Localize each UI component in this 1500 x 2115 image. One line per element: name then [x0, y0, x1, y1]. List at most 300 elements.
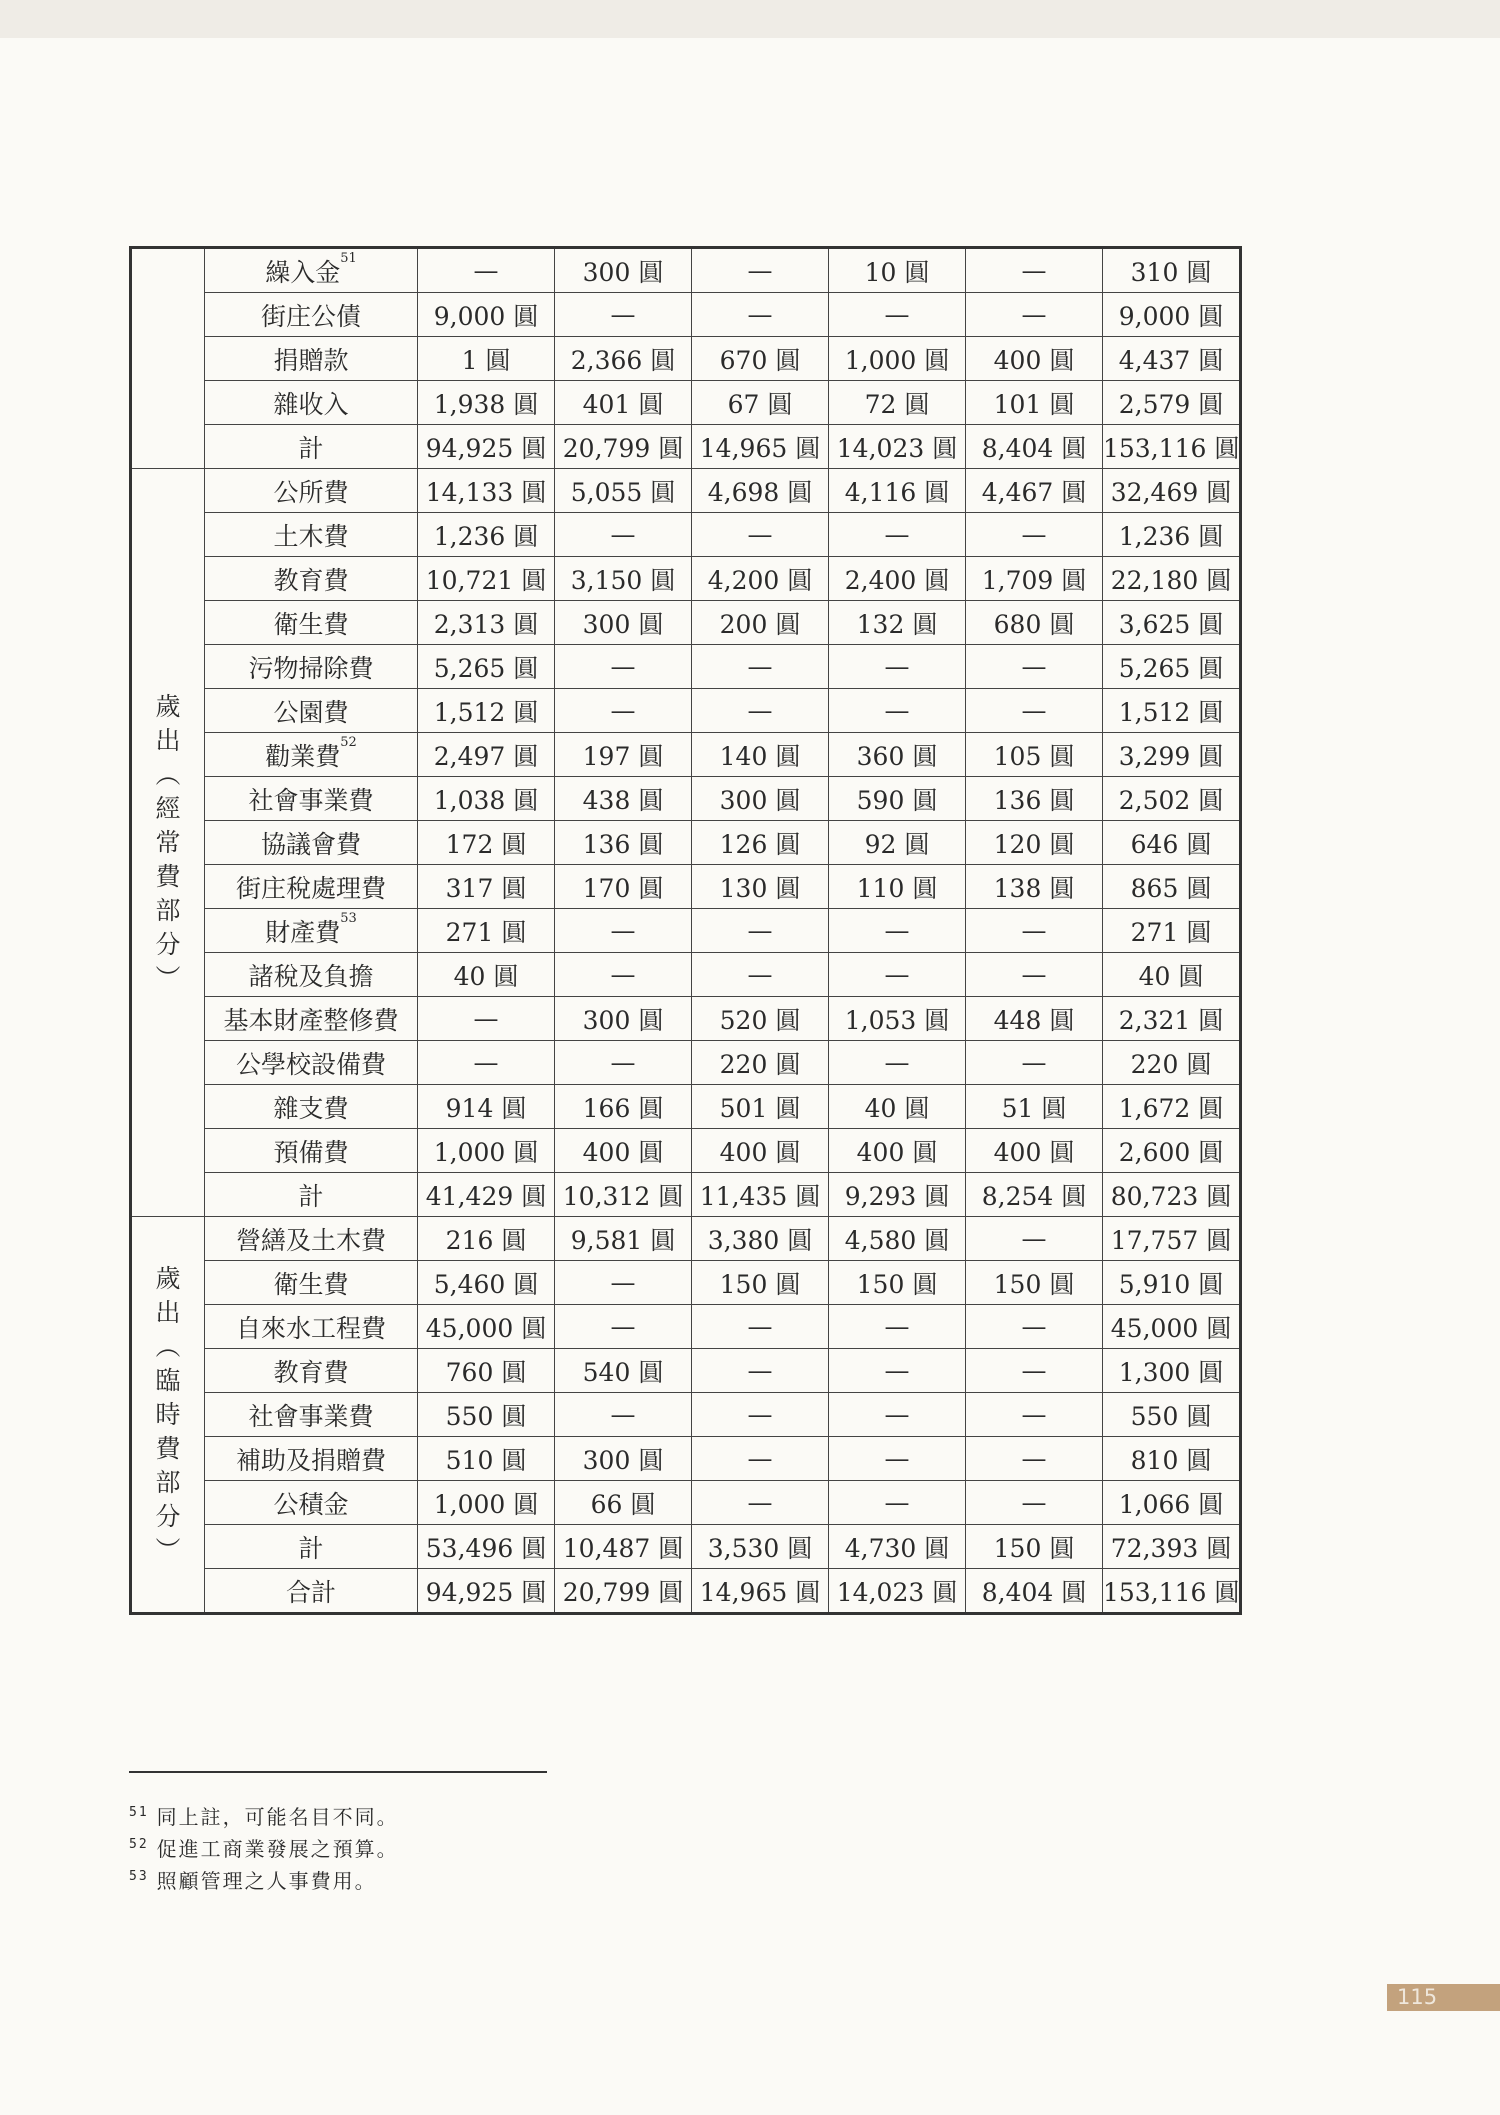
table-row [131, 557, 1241, 601]
value-cell: — [966, 1305, 1103, 1349]
value-cell: 914 圓 [418, 1085, 555, 1129]
value-cell: 3,380 圓 [692, 1217, 829, 1261]
row-label [205, 997, 418, 1041]
value-cell: 136 圓 [966, 777, 1103, 821]
value-cell: 5,265 圓 [418, 645, 555, 689]
value-cell: 150 圓 [966, 1525, 1103, 1569]
table-row [131, 909, 1241, 953]
value-cell: 3,625 圓 [1103, 601, 1241, 645]
value-cell: 10,487 圓 [555, 1525, 692, 1569]
table-row [131, 337, 1241, 381]
group-label-revenue [131, 248, 205, 469]
row-label [205, 909, 418, 953]
group-label-char: ︶ [155, 1535, 181, 1565]
budget-table-container [129, 246, 1239, 1615]
row-label [205, 381, 418, 425]
value-cell: 11,435 圓 [692, 1173, 829, 1217]
value-cell: 9,000 圓 [1103, 293, 1241, 337]
row-label [205, 469, 418, 513]
row-label [205, 645, 418, 689]
value-cell: 4,437 圓 [1103, 337, 1241, 381]
value-cell: — [555, 689, 692, 733]
table-row [131, 469, 1241, 513]
value-cell: 45,000 圓 [418, 1305, 555, 1349]
value-cell: 400 圓 [555, 1129, 692, 1173]
value-cell: 14,023 圓 [829, 425, 966, 469]
value-cell: 590 圓 [829, 777, 966, 821]
row-label: 合計 [205, 1569, 418, 1614]
value-cell: 670 圓 [692, 337, 829, 381]
row-label-text: 公園費 [273, 697, 349, 727]
footnote-item [129, 1865, 399, 1897]
row-label [205, 1085, 418, 1129]
value-cell: 92 圓 [829, 821, 966, 865]
table-row [131, 381, 1241, 425]
value-cell: 140 圓 [692, 733, 829, 777]
value-cell: — [555, 1305, 692, 1349]
row-label [205, 1437, 418, 1481]
value-cell: 120 圓 [966, 821, 1103, 865]
footnote-item [129, 1801, 399, 1833]
value-cell: 2,400 圓 [829, 557, 966, 601]
value-cell: 172 圓 [418, 821, 555, 865]
table-row [131, 777, 1241, 821]
group-label-char: 部 [155, 895, 181, 925]
footnote-number: 51 [129, 1805, 149, 1820]
value-cell: — [966, 645, 1103, 689]
group-label-char: 出 [155, 725, 181, 755]
value-cell: 200 圓 [692, 601, 829, 645]
value-cell: 80,723 圓 [1103, 1173, 1241, 1217]
footnote-divider [129, 1771, 547, 1773]
value-cell: — [829, 909, 966, 953]
row-label [205, 777, 418, 821]
value-cell: 94,925 圓 [418, 425, 555, 469]
value-cell: — [966, 1393, 1103, 1437]
group-label-char: 時 [155, 1399, 181, 1429]
table-row [131, 1525, 1241, 1569]
value-cell: 401 圓 [555, 381, 692, 425]
value-cell: — [966, 513, 1103, 557]
value-cell: — [692, 645, 829, 689]
value-cell: 2,321 圓 [1103, 997, 1241, 1041]
value-cell: 150 圓 [966, 1261, 1103, 1305]
value-cell: 448 圓 [966, 997, 1103, 1041]
row-label-text: 雜收入 [273, 389, 349, 419]
value-cell: — [966, 1217, 1103, 1261]
value-cell: 40 圓 [1103, 953, 1241, 997]
table-row [131, 1261, 1241, 1305]
value-cell: 271 圓 [1103, 909, 1241, 953]
value-cell: 220 圓 [1103, 1041, 1241, 1085]
row-label-text: 計 [298, 433, 324, 463]
value-cell: 9,293 圓 [829, 1173, 966, 1217]
row-label [205, 1041, 418, 1085]
value-cell: 14,965 圓 [692, 1569, 829, 1614]
row-label [205, 1349, 418, 1393]
value-cell: 1,038 圓 [418, 777, 555, 821]
table-row [131, 733, 1241, 777]
row-label [205, 821, 418, 865]
value-cell: 53,496 圓 [418, 1525, 555, 1569]
value-cell: 170 圓 [555, 865, 692, 909]
value-cell: — [692, 1481, 829, 1525]
value-cell: — [555, 1261, 692, 1305]
footnote-ref: 52 [340, 734, 357, 750]
row-label [205, 1481, 418, 1525]
value-cell: 1 圓 [418, 337, 555, 381]
value-cell: 1,709 圓 [966, 557, 1103, 601]
value-cell: 10,312 圓 [555, 1173, 692, 1217]
table-row [131, 601, 1241, 645]
group-label-char: 臨 [155, 1365, 181, 1395]
table-row [131, 1173, 1241, 1217]
value-cell: — [692, 953, 829, 997]
group-label-char: 部 [155, 1467, 181, 1497]
row-label-text: 教育費 [273, 1357, 349, 1387]
row-label-text: 衛生費 [273, 609, 349, 639]
value-cell: — [692, 513, 829, 557]
grand-total-row [131, 1569, 1241, 1614]
group-label-char: 分 [155, 1501, 181, 1531]
value-cell: 1,000 圓 [829, 337, 966, 381]
group-label-char: 歲 [155, 1263, 181, 1293]
row-label-text: 補助及捐贈費 [235, 1445, 386, 1475]
value-cell: 271 圓 [418, 909, 555, 953]
value-cell: 300 圓 [555, 601, 692, 645]
value-cell: 20,799 圓 [555, 1569, 692, 1614]
row-label [205, 953, 418, 997]
row-label [205, 1261, 418, 1305]
value-cell: 2,313 圓 [418, 601, 555, 645]
value-cell: 2,579 圓 [1103, 381, 1241, 425]
value-cell: — [555, 293, 692, 337]
value-cell: 360 圓 [829, 733, 966, 777]
value-cell: 1,512 圓 [418, 689, 555, 733]
value-cell: 14,023 圓 [829, 1569, 966, 1614]
group-label-temporary [131, 1217, 205, 1614]
row-label-text: 社會事業費 [248, 1401, 374, 1431]
value-cell: 110 圓 [829, 865, 966, 909]
value-cell: 166 圓 [555, 1085, 692, 1129]
value-cell: 153,116 圓 [1103, 425, 1241, 469]
row-label [205, 1525, 418, 1569]
value-cell: — [966, 248, 1103, 293]
value-cell: 40 圓 [829, 1085, 966, 1129]
value-cell: 400 圓 [692, 1129, 829, 1173]
value-cell: — [966, 953, 1103, 997]
row-label-text: 預備費 [273, 1137, 349, 1167]
value-cell: 400 圓 [966, 1129, 1103, 1173]
value-cell: 130 圓 [692, 865, 829, 909]
row-label-text: 教育費 [273, 565, 349, 595]
value-cell: — [418, 248, 555, 293]
value-cell: — [555, 953, 692, 997]
value-cell: 136 圓 [555, 821, 692, 865]
group-label-char: 費 [155, 861, 181, 891]
value-cell: 4,467 圓 [966, 469, 1103, 513]
row-label-text: 自來水工程費 [235, 1313, 386, 1343]
value-cell: 438 圓 [555, 777, 692, 821]
value-cell: 105 圓 [966, 733, 1103, 777]
row-label-text: 街庄公債 [260, 301, 361, 331]
group-label-char: 分 [155, 929, 181, 959]
value-cell: 94,925 圓 [418, 1569, 555, 1614]
value-cell: 14,133 圓 [418, 469, 555, 513]
value-cell: 72,393 圓 [1103, 1525, 1241, 1569]
value-cell: — [555, 645, 692, 689]
value-cell: — [692, 1305, 829, 1349]
row-label-text: 公積金 [273, 1489, 349, 1519]
table-row [131, 1393, 1241, 1437]
value-cell: 1,053 圓 [829, 997, 966, 1041]
table-row [131, 953, 1241, 997]
value-cell: 550 圓 [418, 1393, 555, 1437]
row-label [205, 337, 418, 381]
value-cell: 1,066 圓 [1103, 1481, 1241, 1525]
value-cell: 45,000 圓 [1103, 1305, 1241, 1349]
row-label [205, 1305, 418, 1349]
footnote-ref: 53 [340, 910, 357, 926]
row-label [205, 601, 418, 645]
value-cell: — [966, 909, 1103, 953]
value-cell: — [829, 689, 966, 733]
table-row [131, 997, 1241, 1041]
table-row [131, 1437, 1241, 1481]
value-cell: 2,600 圓 [1103, 1129, 1241, 1173]
value-cell: 10,721 圓 [418, 557, 555, 601]
value-cell: 1,236 圓 [418, 513, 555, 557]
value-cell: — [966, 689, 1103, 733]
value-cell: — [418, 997, 555, 1041]
value-cell: 5,460 圓 [418, 1261, 555, 1305]
value-cell: — [692, 909, 829, 953]
table-row [131, 293, 1241, 337]
row-label-text: 街庄稅處理費 [235, 873, 386, 903]
value-cell: 67 圓 [692, 381, 829, 425]
value-cell: 646 圓 [1103, 821, 1241, 865]
table-row [131, 865, 1241, 909]
value-cell: 51 圓 [966, 1085, 1103, 1129]
row-label [205, 1173, 418, 1217]
value-cell: 5,055 圓 [555, 469, 692, 513]
row-label-text: 雜支費 [273, 1093, 349, 1123]
value-cell: 5,265 圓 [1103, 645, 1241, 689]
value-cell: 220 圓 [692, 1041, 829, 1085]
value-cell: 40 圓 [418, 953, 555, 997]
budget-table-body [131, 248, 1241, 1614]
row-label [205, 557, 418, 601]
value-cell: 760 圓 [418, 1349, 555, 1393]
value-cell: 5,910 圓 [1103, 1261, 1241, 1305]
value-cell: 138 圓 [966, 865, 1103, 909]
value-cell: — [555, 1041, 692, 1085]
row-label-text: 衛生費 [273, 1269, 349, 1299]
value-cell: 126 圓 [692, 821, 829, 865]
value-cell: 216 圓 [418, 1217, 555, 1261]
value-cell: 4,698 圓 [692, 469, 829, 513]
value-cell: — [966, 1041, 1103, 1085]
table-row [131, 1305, 1241, 1349]
value-cell: 810 圓 [1103, 1437, 1241, 1481]
table-row [131, 425, 1241, 469]
value-cell: 3,299 圓 [1103, 733, 1241, 777]
table-row [131, 1481, 1241, 1525]
value-cell: 9,000 圓 [418, 293, 555, 337]
footnote-text: 促進工商業發展之預算。 [156, 1837, 399, 1861]
group-label-char: 費 [155, 1433, 181, 1463]
table-row [131, 1041, 1241, 1085]
value-cell: 540 圓 [555, 1349, 692, 1393]
row-label [205, 1217, 418, 1261]
value-cell: — [555, 909, 692, 953]
top-margin-strip [0, 0, 1500, 38]
group-label-char: 歲 [155, 691, 181, 721]
footnote-item [129, 1833, 399, 1865]
value-cell: 66 圓 [555, 1481, 692, 1525]
value-cell: — [966, 293, 1103, 337]
group-label-char: ︵ [155, 1331, 181, 1361]
value-cell: 400 圓 [829, 1129, 966, 1173]
value-cell: 153,116 圓 [1103, 1569, 1241, 1614]
row-label-text: 計 [298, 1181, 324, 1211]
footnotes [129, 1801, 399, 1897]
row-label-text: 捐贈款 [273, 345, 349, 375]
value-cell: 4,580 圓 [829, 1217, 966, 1261]
row-label-text: 公所費 [273, 477, 349, 507]
table-row [131, 689, 1241, 733]
value-cell: 4,116 圓 [829, 469, 966, 513]
footnote-number: 52 [129, 1837, 149, 1852]
value-cell: 150 圓 [692, 1261, 829, 1305]
row-label-text: 協議會費 [260, 829, 361, 859]
row-label [205, 513, 418, 557]
group-label-char: 出 [155, 1297, 181, 1327]
footnote-text: 同上註，可能名目不同。 [156, 1805, 399, 1829]
value-cell: 1,512 圓 [1103, 689, 1241, 733]
row-label-text: 污物掃除費 [248, 653, 374, 683]
row-label-text: 繰入金 [265, 257, 341, 287]
group-label-char: 經 [155, 793, 181, 823]
value-cell: 300 圓 [555, 997, 692, 1041]
row-label-text: 財產費 [265, 917, 341, 947]
value-cell: 317 圓 [418, 865, 555, 909]
group-label-char: ︵ [155, 759, 181, 789]
group-label-char: 常 [155, 827, 181, 857]
value-cell: — [692, 1393, 829, 1437]
value-cell: — [829, 1349, 966, 1393]
row-label-text: 土木費 [273, 521, 349, 551]
value-cell: — [555, 1393, 692, 1437]
row-label [205, 248, 418, 293]
value-cell: 520 圓 [692, 997, 829, 1041]
value-cell: — [418, 1041, 555, 1085]
value-cell: 4,730 圓 [829, 1525, 966, 1569]
group-label-char: ︶ [155, 963, 181, 993]
table-row [131, 1085, 1241, 1129]
table-row [131, 1349, 1241, 1393]
value-cell: — [829, 1437, 966, 1481]
row-label-text: 社會事業費 [248, 785, 374, 815]
value-cell: 8,404 圓 [966, 1569, 1103, 1614]
value-cell: — [829, 1305, 966, 1349]
value-cell: — [966, 1349, 1103, 1393]
row-label [205, 293, 418, 337]
value-cell: 32,469 圓 [1103, 469, 1241, 513]
value-cell: 1,236 圓 [1103, 513, 1241, 557]
value-cell: 300 圓 [555, 248, 692, 293]
value-cell: 3,530 圓 [692, 1525, 829, 1569]
table-row [131, 513, 1241, 557]
value-cell: 1,000 圓 [418, 1481, 555, 1525]
value-cell: 865 圓 [1103, 865, 1241, 909]
value-cell: — [555, 513, 692, 557]
value-cell: 680 圓 [966, 601, 1103, 645]
value-cell: 17,757 圓 [1103, 1217, 1241, 1261]
value-cell: 300 圓 [692, 777, 829, 821]
value-cell: 101 圓 [966, 381, 1103, 425]
value-cell: 9,581 圓 [555, 1217, 692, 1261]
row-label [205, 865, 418, 909]
value-cell: 72 圓 [829, 381, 966, 425]
value-cell: 1,300 圓 [1103, 1349, 1241, 1393]
footnote-ref: 51 [340, 250, 357, 266]
value-cell: — [692, 293, 829, 337]
value-cell: 300 圓 [555, 1437, 692, 1481]
value-cell: — [692, 248, 829, 293]
row-label-text: 基本財產整修費 [223, 1005, 399, 1035]
value-cell: 150 圓 [829, 1261, 966, 1305]
row-label [205, 689, 418, 733]
value-cell: 1,000 圓 [418, 1129, 555, 1173]
value-cell: 14,965 圓 [692, 425, 829, 469]
value-cell: 22,180 圓 [1103, 557, 1241, 601]
value-cell: 1,672 圓 [1103, 1085, 1241, 1129]
value-cell: 10 圓 [829, 248, 966, 293]
value-cell: 8,254 圓 [966, 1173, 1103, 1217]
value-cell: 310 圓 [1103, 248, 1241, 293]
row-label [205, 425, 418, 469]
value-cell: 501 圓 [692, 1085, 829, 1129]
value-cell: 2,502 圓 [1103, 777, 1241, 821]
footnote-number: 53 [129, 1869, 149, 1884]
value-cell: 400 圓 [966, 337, 1103, 381]
footnote-text: 照顧管理之人事費用。 [156, 1869, 377, 1893]
value-cell: — [692, 689, 829, 733]
value-cell: 41,429 圓 [418, 1173, 555, 1217]
value-cell: — [692, 1437, 829, 1481]
value-cell: 20,799 圓 [555, 425, 692, 469]
table-row [131, 1129, 1241, 1173]
budget-table [129, 246, 1242, 1615]
value-cell: 3,150 圓 [555, 557, 692, 601]
page-number: 115 [1387, 1984, 1500, 2011]
value-cell: — [692, 1349, 829, 1393]
value-cell: 132 圓 [829, 601, 966, 645]
row-label-text: 諸稅及負擔 [248, 961, 374, 991]
value-cell: 510 圓 [418, 1437, 555, 1481]
row-label [205, 733, 418, 777]
row-label-text: 營繕及土木費 [235, 1225, 386, 1255]
row-label-text: 計 [298, 1533, 324, 1563]
value-cell: — [966, 1437, 1103, 1481]
value-cell: 550 圓 [1103, 1393, 1241, 1437]
value-cell: 197 圓 [555, 733, 692, 777]
table-row [131, 1217, 1241, 1261]
row-label [205, 1129, 418, 1173]
value-cell: — [829, 513, 966, 557]
value-cell: — [829, 953, 966, 997]
